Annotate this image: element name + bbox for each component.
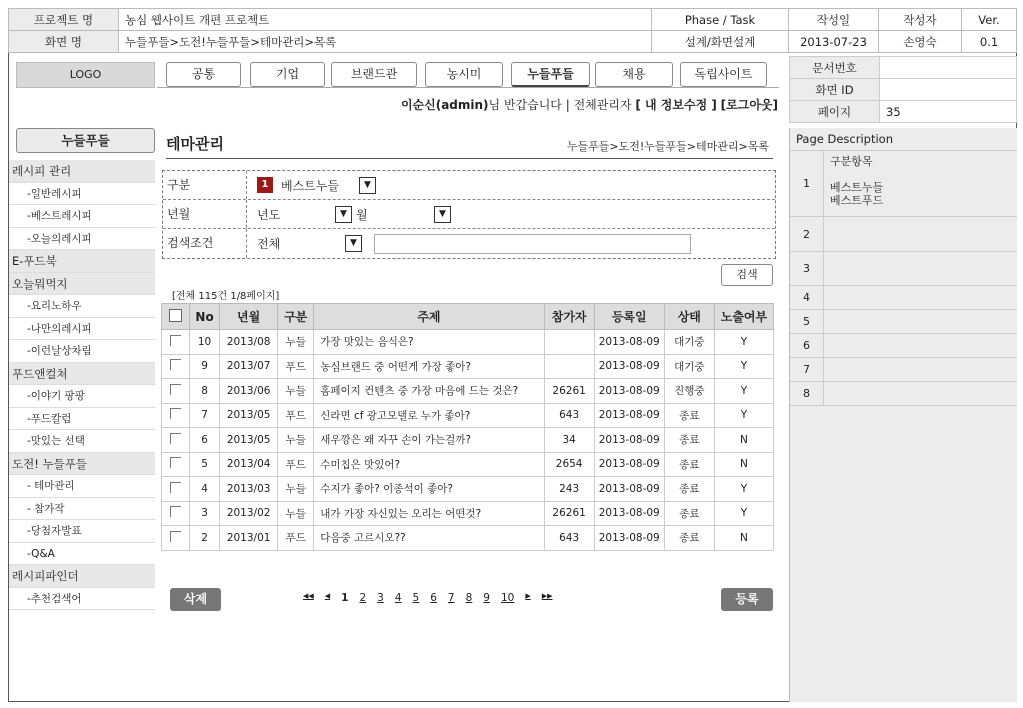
row-checkbox[interactable] [162,526,190,551]
table-cell: 누들 [278,379,314,404]
chevron-down-icon[interactable]: ▼ [359,177,376,194]
table-cell: 2013/04 [220,452,278,477]
table-cell [544,330,594,355]
table-cell: 2013/07 [220,354,278,379]
table-cell: 6 [190,428,220,453]
table-cell: 26261 [544,379,594,404]
user-greeting: 님 반갑습니다 | 전체관리자 [488,98,632,112]
month-label: 년월 [163,200,247,228]
description-row [790,358,1017,382]
date-label: 작성일 [789,9,879,31]
table-row[interactable] [162,477,774,502]
sidebar-item[interactable]: -이야기 팡팡 [9,385,155,408]
date-value: 2013-07-23 [789,31,879,53]
table-cell: 푸드 [278,403,314,428]
search-button[interactable]: 검색 [721,264,773,286]
table-cell: 2013-08-09 [594,330,664,355]
table-cell: 종료 [664,526,714,551]
title-divider [166,158,773,159]
column-header: 구분 [278,304,314,330]
author-value: 손영숙 [879,31,962,53]
table-row[interactable] [162,379,774,404]
table-cell: 643 [544,403,594,428]
table-cell: 2013-08-09 [594,477,664,502]
table-row[interactable] [162,526,774,551]
row-checkbox[interactable] [162,477,190,502]
ver-value: 0.1 [962,31,1017,53]
description-text [824,217,1017,251]
table-cell: 2013-08-09 [594,428,664,453]
table-cell: 9 [190,354,220,379]
checkbox-icon[interactable] [170,384,181,395]
checkbox-icon[interactable] [170,506,181,517]
condition-select[interactable] [257,234,362,254]
table-cell: 누들 [278,330,314,355]
author-label: 작성자 [879,9,962,31]
table-cell: 누들 [278,501,314,526]
column-header: 참가자 [544,304,594,330]
year-select[interactable] [257,204,352,224]
page-description [789,128,1017,702]
description-text [824,358,1017,381]
page-link[interactable]: 6 [430,592,437,604]
row-checkbox[interactable] [162,354,190,379]
table-cell[interactable]: 수미칩은 맛있어? [314,452,544,477]
table-cell: 종료 [664,501,714,526]
screen-value: 누들푸들>도전!누들푸들>테마관리>목록 [119,31,652,53]
theme-table [161,303,774,551]
table-cell: 푸드 [278,452,314,477]
table-cell: 누들 [278,428,314,453]
project-value: 농심 웹사이트 개편 프로젝트 [119,9,652,31]
table-row[interactable] [162,403,774,428]
column-header: 주제 [314,304,544,330]
description-number: 7 [790,358,824,381]
table-cell: 누들 [278,477,314,502]
breadcrumb: 누들푸들>도전!누들푸들>테마관리>목록 [566,140,769,153]
search-filter [162,170,776,259]
table-cell: Y [714,477,773,502]
table-cell: 2013-08-09 [594,403,664,428]
nav-tab-3[interactable]: 농시미 [425,62,503,87]
table-cell: 2013/05 [220,428,278,453]
sidebar-item[interactable]: -당첨자발표 [9,520,155,543]
table-cell: 34 [544,428,594,453]
checkbox-icon[interactable] [170,335,181,346]
sidebar-item[interactable]: -베스트레시피 [9,205,155,228]
page-link[interactable]: 2 [359,592,367,604]
condition-label: 검색조건 [163,229,247,258]
meta-panel [789,56,1017,123]
table-row[interactable] [162,354,774,379]
chevron-down-icon[interactable]: ▼ [345,235,362,252]
table-cell: 2 [190,526,220,551]
nav-divider [157,87,779,88]
table-cell: 5 [190,452,220,477]
search-input[interactable] [374,234,691,254]
pagination [303,592,564,604]
ver-label: Ver. [962,9,1017,31]
sidebar [9,160,155,610]
table-cell: 2013-08-09 [594,526,664,551]
description-row [790,252,1017,286]
page-link[interactable]: 8 [465,592,473,604]
description-row [790,382,1017,406]
nav-tab-2[interactable]: 브랜드관 [331,62,417,87]
sidebar-category[interactable]: 레시피파인더 [9,565,155,588]
page-link[interactable]: 1 [341,592,349,604]
month-select[interactable] [356,204,451,224]
table-cell: Y [714,379,773,404]
description-number: 4 [790,286,824,309]
project-label: 프로젝트 명 [9,9,119,31]
type-label: 구분 [163,171,247,199]
sidebar-item[interactable]: -맛있는 선택 [9,430,155,453]
page-value: 35 [880,101,1017,123]
table-cell[interactable]: 다음중 고르시오?? [314,526,544,551]
doc-no-label: 문서번호 [790,57,880,79]
sidebar-item[interactable]: -나만의레시피 [9,318,155,341]
nav-tab-6[interactable]: 독립사이트 [680,62,767,87]
table-cell: 2013/06 [220,379,278,404]
description-number: 6 [790,334,824,357]
screen-label: 화면 명 [9,31,119,53]
table-cell[interactable]: 내가 가장 자신있는 오리는 어떤것? [314,501,544,526]
table-cell: 푸드 [278,526,314,551]
checkbox-icon[interactable] [170,359,181,370]
column-header: 노출여부 [714,304,773,330]
page-label: 페이지 [790,101,880,123]
annotation-badge: 1 [257,177,273,193]
description-number: 2 [790,217,824,251]
table-cell: 2013/02 [220,501,278,526]
table-cell: 진행중 [664,379,714,404]
row-checkbox[interactable] [162,403,190,428]
description-text [824,310,1017,333]
checkbox-icon[interactable] [169,309,182,322]
sidebar-category[interactable]: 푸드앤컬쳐 [9,363,155,386]
description-number: 8 [790,382,824,405]
description-row [790,334,1017,358]
sidebar-category[interactable]: 오늘뭐먹지 [9,273,155,296]
table-cell: 243 [544,477,594,502]
table-cell: N [714,428,773,453]
table-cell: 대기중 [664,330,714,355]
description-text [824,286,1017,309]
checkbox-icon[interactable] [170,457,181,468]
last-page-icon[interactable]: ▶▶ [541,592,553,600]
checkbox-icon[interactable] [170,433,181,444]
sidebar-item[interactable]: -추천검색어 [9,588,155,611]
table-cell: 2013-08-09 [594,501,664,526]
table-cell: 2013-08-09 [594,354,664,379]
description-row [790,217,1017,252]
sidebar-item[interactable]: -푸드칼럼 [9,408,155,431]
description-text [824,334,1017,357]
chevron-down-icon[interactable]: ▼ [434,206,451,223]
column-header: 등록일 [594,304,664,330]
page-link[interactable]: 7 [447,592,455,604]
description-number: 3 [790,252,824,285]
sidebar-category[interactable]: E-푸드북 [9,250,155,273]
user-bar [401,96,778,113]
delete-button[interactable]: 삭제 [170,588,221,611]
sidebar-item[interactable]: -오늘의레시피 [9,228,155,251]
sidebar-category[interactable]: 도전! 누들푸들 [9,453,155,476]
table-cell: 643 [544,526,594,551]
description-row [790,310,1017,334]
description-text: 구분항목 베스트누들 베스트푸드 [824,151,1017,216]
description-row [790,286,1017,310]
description-text [824,382,1017,405]
doc-no-value [880,57,1017,79]
sidebar-title: 누들푸들 [16,128,155,153]
column-header: 상태 [664,304,714,330]
checkbox-icon[interactable] [170,531,181,542]
description-number: 1 [790,151,824,216]
user-name: 이순신(admin) [400,98,489,112]
register-button[interactable]: 등록 [721,588,773,611]
table-cell[interactable]: 농심브랜드 중 어떤게 가장 좋아? [314,354,544,379]
month-select-value: 월 [356,207,368,222]
table-cell: 2013/08 [220,330,278,355]
row-checkbox[interactable] [162,501,190,526]
table-cell[interactable]: 신라면 cf 광고모델로 누가 좋아? [314,403,544,428]
sidebar-category[interactable]: 레시피 관리 [9,160,155,183]
table-row[interactable] [162,428,774,453]
table-cell: 2654 [544,452,594,477]
table-row[interactable] [162,330,774,355]
description-row [790,151,1017,217]
result-count: [전체 115건 1/8페이지] [172,291,280,302]
sidebar-item[interactable]: -Q&A [9,543,155,566]
table-cell: 대기중 [664,354,714,379]
row-checkbox[interactable] [162,428,190,453]
table-cell [544,354,594,379]
table-cell: Y [714,501,773,526]
nav-tab-5[interactable]: 채용 [595,62,673,87]
table-cell[interactable]: 새우깡은 왜 자꾸 손이 가는걸까? [314,428,544,453]
next-page-icon[interactable]: ▶ [525,592,531,600]
prev-page-icon[interactable]: ◀ [324,592,331,600]
table-cell: N [714,526,773,551]
table-cell: 7 [190,403,220,428]
table-cell: 2013/03 [220,477,278,502]
nav-tab-0[interactable]: 공통 [166,62,241,87]
table-cell[interactable]: 홈페이지 컨텐츠 중 가장 마음에 드는 것은? [314,379,544,404]
select-all-checkbox[interactable] [162,304,190,330]
table-cell[interactable]: 가장 맛있는 음식은? [314,330,544,355]
description-text [824,252,1017,285]
row-checkbox[interactable] [162,379,190,404]
row-checkbox[interactable] [162,452,190,477]
sidebar-item[interactable]: - 테마관리 [9,475,155,498]
logout-link[interactable]: [로그아웃] [720,98,778,112]
nav-tab-4[interactable]: 누들푸들 [511,62,590,87]
screen-id-value [880,79,1017,101]
page-link[interactable]: 9 [483,592,490,604]
sidebar-item[interactable]: -일반레시피 [9,183,155,206]
table-row[interactable] [162,501,774,526]
edit-profile-link[interactable]: [ 내 정보수정 ] [635,98,717,112]
page-link[interactable]: 5 [412,592,420,604]
table-cell: Y [714,403,773,428]
screen-id-label: 화면 ID [790,79,880,101]
table-cell: 2013/01 [220,526,278,551]
table-cell: 종료 [664,477,714,502]
table-cell: 종료 [664,428,714,453]
table-row[interactable] [162,452,774,477]
nav-tab-1[interactable]: 기업 [250,62,325,87]
sidebar-item[interactable]: -요리노하우 [9,295,155,318]
table-cell: 종료 [664,452,714,477]
table-cell: 4 [190,477,220,502]
first-page-icon[interactable]: ◀◀ [303,592,314,600]
condition-select-value: 전체 [257,237,281,251]
table-cell: N [714,452,773,477]
table-cell: 2013/05 [220,403,278,428]
logo: LOGO [16,62,155,88]
table-cell: 2013-08-09 [594,452,664,477]
chevron-down-icon[interactable]: ▼ [335,206,352,223]
description-number: 5 [790,310,824,333]
table-cell: Y [714,354,773,379]
table-cell[interactable]: 수지가 좋아? 이종석이 좋아? [314,477,544,502]
type-select[interactable] [281,175,376,195]
checkbox-icon[interactable] [170,408,181,419]
page-link[interactable]: 10 [500,592,515,604]
table-cell: Y [714,330,773,355]
type-select-value: 베스트누들 [281,178,339,193]
page-link[interactable]: 4 [394,592,402,604]
doc-header [8,8,1017,53]
table-cell: 2013-08-09 [594,379,664,404]
table-cell: 26261 [544,501,594,526]
page-link[interactable]: 3 [377,592,384,604]
year-select-value: 년도 [257,207,281,222]
table-cell: 10 [190,330,220,355]
table-cell: 종료 [664,403,714,428]
checkbox-icon[interactable] [170,482,181,493]
column-header: No [190,304,220,330]
table-cell: 8 [190,379,220,404]
phase-value: 설계/화면설계 [652,31,789,53]
column-header: 년월 [220,304,278,330]
table-cell: 3 [190,501,220,526]
phase-label: Phase / Task [652,9,789,31]
sidebar-item[interactable]: - 참가작 [9,498,155,521]
sidebar-item[interactable]: -이런날상차림 [9,340,155,363]
page-title: 테마관리 [166,135,224,153]
table-cell: 푸드 [278,354,314,379]
page-description-title: Page Description [790,128,1017,151]
row-checkbox[interactable] [162,330,190,355]
